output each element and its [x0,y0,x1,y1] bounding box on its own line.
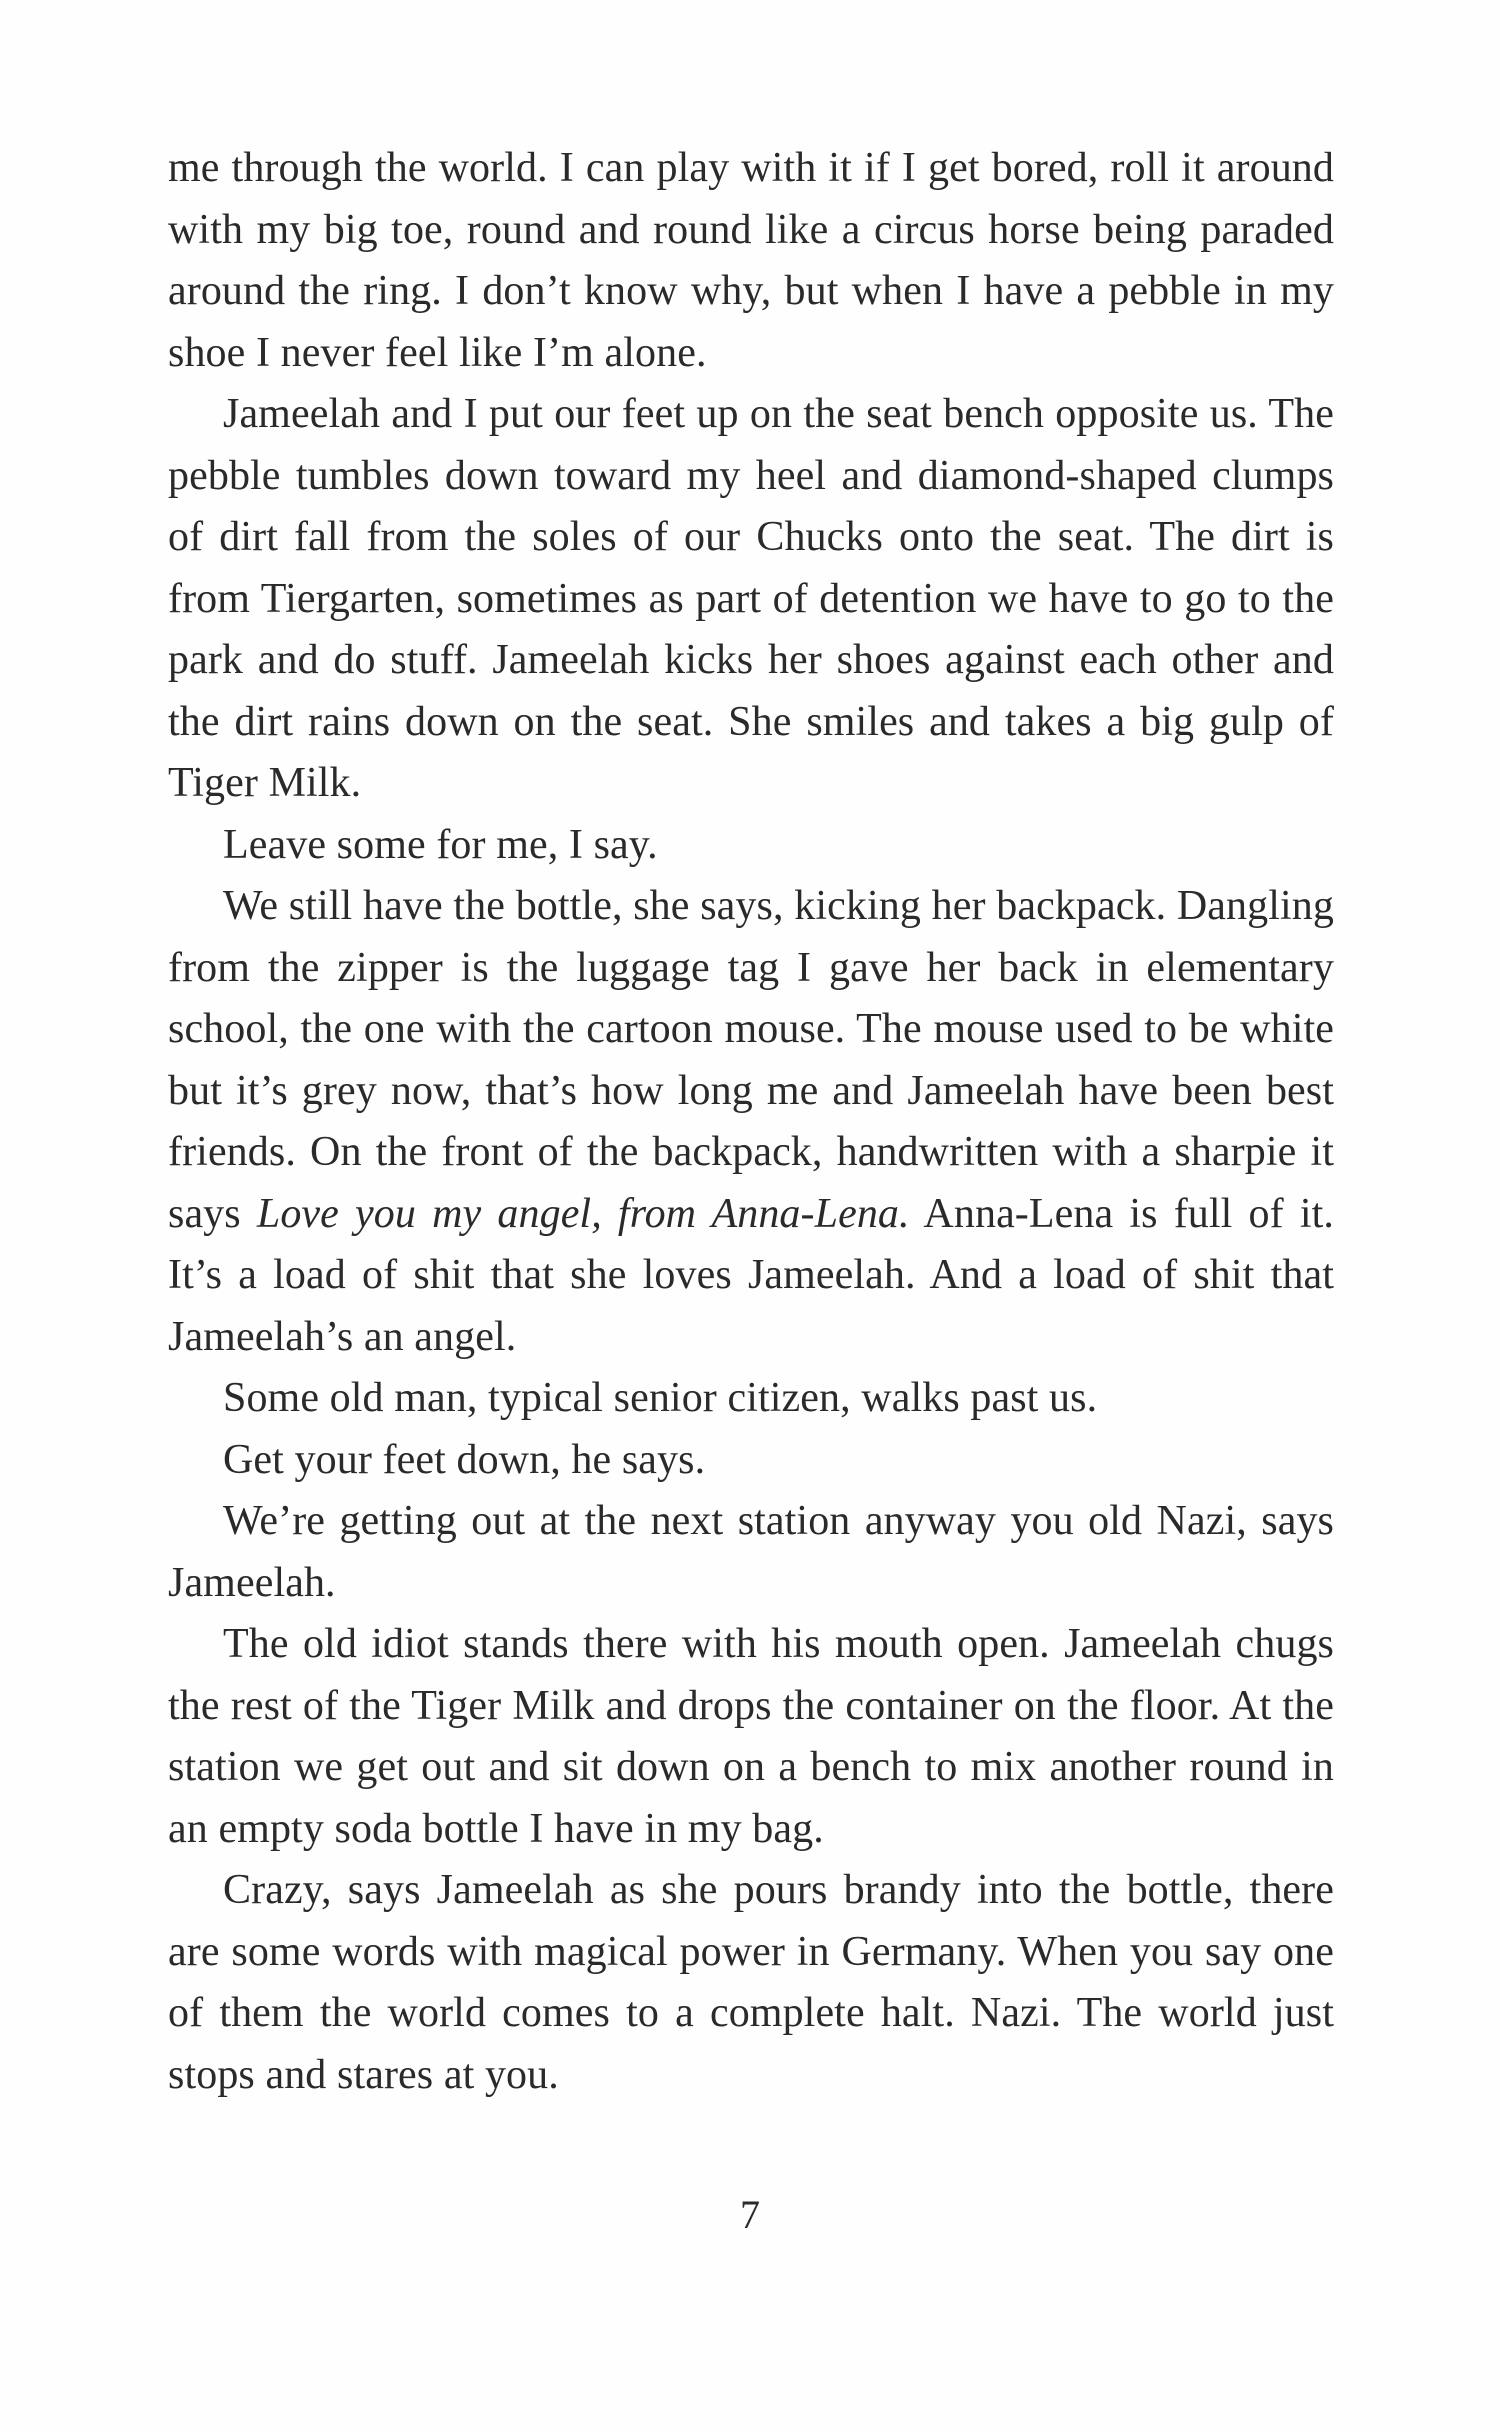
body-text [168,138,1334,2106]
text-run: The old idiot stands there with his mouth open. Jameelah chugs the rest of the Tiger Milk and drops the container on the floor. At the station we get out and sit down on a bench to mix another round in an empty soda bottle I have in my bag. [168,1621,1334,1852]
paragraph [168,138,1334,384]
paragraph [168,815,1334,877]
text-run: Leave some for me, I say. [223,821,658,868]
paragraph [168,1430,1334,1492]
paragraph [168,384,1334,815]
text-run: We still have the bottle, she says, kicking her backpack. Dangling from the zipper is the luggage tag I gave her back in elementary school, the one with the cartoon mouse. The mouse used to be white but it’s grey now, that’s how long me and Jameelah have been best friends. On the front of the backpack, handwritten with a sharpie it says [168,883,1334,1237]
text-run: Anna-Lena is full of it. It’s a load of shit that she loves Jameelah. And a load of shit that Jameelah’s an angel. [168,1190,1334,1360]
text-run: Get your feet down, he says. [223,1436,706,1483]
paragraph [168,876,1334,1368]
text-run: Crazy, says Jameelah as she pours brandy into the bottle, there are some words with magical power in Germany. When you say one of them the world comes to a complete halt. Nazi. The world just stops and stares at you. [168,1867,1334,2098]
paragraph [168,1491,1334,1614]
page-number: 7 [740,2192,760,2237]
text-run: We’re getting out at the next station anyway you old Nazi, says Jameelah. [168,1498,1334,1606]
paragraph [168,1614,1334,1860]
paragraph [168,1368,1334,1430]
text-run: me through the world. I can play with it if I get bored, roll it around with my big toe, round and round like a circus horse being paraded around the ring. I don’t know why, but when I have a pebble in my shoe I never feel like I’m alone. [168,145,1334,376]
italic-text-run: Love you my angel, from Anna-Lena. [256,1190,910,1237]
text-run: Some old man, typical senior citizen, walks past us. [223,1375,1098,1421]
paragraph [168,1860,1334,2106]
text-run: Jameelah and I put our feet up on the seat bench opposite us. The pebble tumbles down toward my heel and diamond-shaped clumps of dirt fall from the soles of our Chucks onto the seat. The dirt is from Tiergarten, sometimes as part of detention we have to go to the park and do stuff. Jameelah kicks her shoes against each other and the dirt rains down on the seat. She smiles and takes a big gulp of Tiger Milk. [168,391,1334,806]
